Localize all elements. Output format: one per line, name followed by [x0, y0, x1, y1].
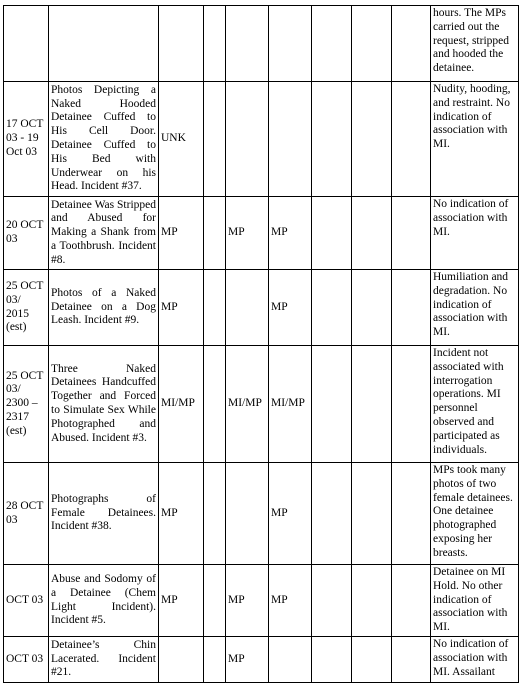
- cell-c5: MP: [226, 565, 269, 637]
- cell-c3: MI/MP: [159, 346, 204, 463]
- cell-c3: MP: [159, 270, 204, 346]
- cell-c4: [204, 82, 226, 197]
- cell-c9: [392, 197, 431, 270]
- date-cell: OCT 03: [4, 637, 49, 683]
- date-cell: [4, 6, 49, 82]
- cell-c9: [392, 82, 431, 197]
- event-cell: Detainee Was Stripped and Abused for Making a Shank from a Toothbrush. Incident #8.: [49, 197, 159, 270]
- cell-c4: [204, 637, 226, 683]
- cell-c8: [352, 346, 392, 463]
- cell-c4: [204, 346, 226, 463]
- incident-table: [3, 5, 519, 683]
- cell-c8: [352, 565, 392, 637]
- event-cell: Photos of a Naked Detainee on a Dog Leash. Incident #9.: [49, 270, 159, 346]
- cell-c3: [159, 637, 204, 683]
- event-cell: Photographs of Female Detainees. Incident #38.: [49, 463, 159, 565]
- cell-c7: [312, 346, 352, 463]
- cell-c8: [352, 197, 392, 270]
- cell-c9: [392, 463, 431, 565]
- cell-c6: MP: [269, 197, 312, 270]
- event-cell: [49, 6, 159, 82]
- notes-cell: MPs took many photos of two female detainees. One detainee photographed exposing her breasts.: [431, 463, 519, 565]
- cell-c4: [204, 270, 226, 346]
- cell-c5: [226, 6, 269, 82]
- table-row: [4, 565, 519, 637]
- cell-c6: MI/MP: [269, 346, 312, 463]
- notes-cell: hours. The MPs carried out the request, stripped and hooded the detainee.: [431, 6, 519, 82]
- cell-c8: [352, 270, 392, 346]
- cell-c3: MP: [159, 463, 204, 565]
- table-row: [4, 197, 519, 270]
- cell-c9: [392, 270, 431, 346]
- event-cell: Photos Depicting a Naked Hooded Detainee Cuffed to His Cell Door. Detainee Cuffed to His Bed with Underwear on his Head. Incident #37.: [49, 82, 159, 197]
- date-cell: 20 OCT 03: [4, 197, 49, 270]
- cell-c7: [312, 6, 352, 82]
- notes-cell: Humiliation and degradation. No indication of association with MI.: [431, 270, 519, 346]
- cell-c8: [352, 82, 392, 197]
- notes-cell: No indication of association with MI. Assailant: [431, 637, 519, 683]
- cell-c6: [269, 6, 312, 82]
- cell-c4: [204, 6, 226, 82]
- table-row: [4, 270, 519, 346]
- date-cell: 28 OCT 03: [4, 463, 49, 565]
- cell-c8: [352, 6, 392, 82]
- table-row: [4, 346, 519, 463]
- cell-c9: [392, 565, 431, 637]
- cell-c5: [226, 82, 269, 197]
- cell-c5: [226, 270, 269, 346]
- cell-c5: [226, 463, 269, 565]
- event-cell: Detainee’s Chin Lacerated. Incident #21.: [49, 637, 159, 683]
- table-row: [4, 637, 519, 683]
- cell-c7: [312, 565, 352, 637]
- date-cell: 25 OCT 03/ 2300 – 2317 (est): [4, 346, 49, 463]
- date-cell: 25 OCT 03/ 2015 (est): [4, 270, 49, 346]
- cell-c4: [204, 197, 226, 270]
- cell-c4: [204, 463, 226, 565]
- cell-c6: MP: [269, 270, 312, 346]
- date-cell: OCT 03: [4, 565, 49, 637]
- cell-c5: MP: [226, 637, 269, 683]
- cell-c8: [352, 463, 392, 565]
- table-row: [4, 82, 519, 197]
- cell-c8: [352, 637, 392, 683]
- date-cell: 17 OCT 03 - 19 Oct 03: [4, 82, 49, 197]
- cell-c3: [159, 6, 204, 82]
- table-row: [4, 6, 519, 82]
- cell-c5: MI/MP: [226, 346, 269, 463]
- cell-c6: MP: [269, 463, 312, 565]
- cell-c4: [204, 565, 226, 637]
- cell-c9: [392, 6, 431, 82]
- cell-c6: MP: [269, 565, 312, 637]
- cell-c9: [392, 637, 431, 683]
- notes-cell: No indication of association with MI.: [431, 197, 519, 270]
- cell-c9: [392, 346, 431, 463]
- notes-cell: Nudity, hooding, and restraint. No indication of association with MI.: [431, 82, 519, 197]
- event-cell: Abuse and Sodomy of a Detainee (Chem Light Incident). Incident #5.: [49, 565, 159, 637]
- cell-c7: [312, 82, 352, 197]
- event-cell: Three Naked Detainees Handcuffed Together and Forced to Simulate Sex While Photographed and Abused. Incident #3.: [49, 346, 159, 463]
- cell-c6: [269, 637, 312, 683]
- cell-c7: [312, 270, 352, 346]
- cell-c7: [312, 197, 352, 270]
- cell-c7: [312, 637, 352, 683]
- cell-c7: [312, 463, 352, 565]
- notes-cell: Detainee on MI Hold. No other indication of association with MI.: [431, 565, 519, 637]
- cell-c6: [269, 82, 312, 197]
- cell-c3: UNK: [159, 82, 204, 197]
- cell-c5: MP: [226, 197, 269, 270]
- cell-c3: MP: [159, 197, 204, 270]
- notes-cell: Incident not associated with interrogation operations. MI personnel observed and participated as individuals.: [431, 346, 519, 463]
- cell-c3: MP: [159, 565, 204, 637]
- table-row: [4, 463, 519, 565]
